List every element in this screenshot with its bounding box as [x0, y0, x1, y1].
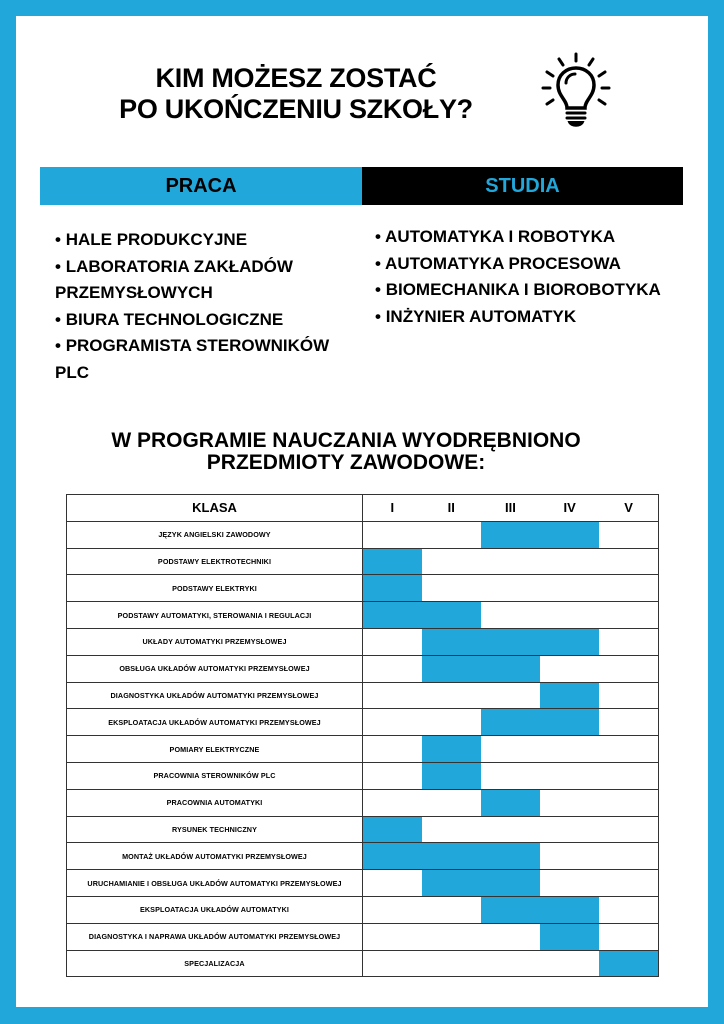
subjects-table [66, 494, 659, 977]
year-header: II [422, 495, 481, 522]
year-cell-active [363, 575, 422, 602]
subject-name: UKŁADY AUTOMATYKI PRZEMYSŁOWEJ [67, 628, 363, 655]
table-row [67, 789, 659, 816]
poster [16, 16, 708, 1007]
year-cell [481, 816, 540, 843]
table-row [67, 655, 659, 682]
program-title-line-2: PRZEDMIOTY ZAWODOWE: [206, 451, 486, 474]
subject-name: JĘZYK ANGIELSKI ZAWODOWY [67, 521, 363, 548]
year-cell [599, 896, 658, 923]
lightbulb-icon [540, 50, 612, 130]
year-cell [422, 950, 481, 977]
year-cell [422, 575, 481, 602]
table-row [67, 923, 659, 950]
year-cell-active [363, 602, 422, 629]
year-cell [363, 682, 422, 709]
studia-header: STUDIA [362, 167, 683, 205]
year-cell [599, 709, 658, 736]
subject-name: RYSUNEK TECHNICZNY [67, 816, 363, 843]
year-cell-active [422, 602, 481, 629]
year-cell-active [363, 816, 422, 843]
page-title [76, 63, 516, 125]
year-cell [363, 789, 422, 816]
year-cell [481, 575, 540, 602]
subject-name: PODSTAWY AUTOMATYKI, STEROWANIA I REGULACJI [67, 602, 363, 629]
year-cell-active [481, 521, 540, 548]
year-cell [599, 923, 658, 950]
year-cell [599, 843, 658, 870]
list-item: • AUTOMATYKA PROCESOWA [375, 251, 695, 278]
table-row [67, 762, 659, 789]
year-cell-active [540, 682, 599, 709]
subject-name: PRACOWNIA STEROWNIKÓW PLC [67, 762, 363, 789]
year-cell-active [481, 896, 540, 923]
year-cell [481, 548, 540, 575]
year-cell [422, 923, 481, 950]
year-cell [363, 870, 422, 897]
year-cell [481, 602, 540, 629]
year-cell-active [540, 896, 599, 923]
year-cell [422, 816, 481, 843]
year-cell [363, 655, 422, 682]
year-header: III [481, 495, 540, 522]
year-cell [540, 736, 599, 763]
year-cell [422, 896, 481, 923]
subject-name: DIAGNOSTYKA UKŁADÓW AUTOMATYKI PRZEMYSŁOWEJ [67, 682, 363, 709]
year-cell [363, 896, 422, 923]
subject-name: DIAGNOSTYKA I NAPRAWA UKŁADÓW AUTOMATYKI PRZEMYSŁOWEJ [67, 923, 363, 950]
list-item: • HALE PRODUKCYJNE [55, 227, 355, 254]
year-cell [363, 628, 422, 655]
year-cell [422, 521, 481, 548]
year-cell [599, 575, 658, 602]
year-cell [363, 950, 422, 977]
studia-list [375, 224, 695, 330]
subject-name: EKSPLOATACJA UKŁADÓW AUTOMATYKI PRZEMYSŁOWEJ [67, 709, 363, 736]
year-cell-active [422, 736, 481, 763]
year-cell [540, 762, 599, 789]
praca-list [55, 227, 355, 386]
year-cell [599, 682, 658, 709]
year-cell [363, 762, 422, 789]
table-row [67, 816, 659, 843]
program-title-line-1: W PROGRAMIE NAUCZANIA WYODRĘBNIONO [111, 429, 581, 452]
title-line-2: PO UKOŃCZENIU SZKOŁY? [119, 94, 473, 124]
year-cell [363, 709, 422, 736]
year-cell [363, 521, 422, 548]
table-row [67, 575, 659, 602]
table-header-row [67, 495, 659, 522]
year-cell [599, 628, 658, 655]
subject-name: OBSŁUGA UKŁADÓW AUTOMATYKI PRZEMYSŁOWEJ [67, 655, 363, 682]
year-cell [599, 602, 658, 629]
year-cell-active [422, 762, 481, 789]
year-cell-active [481, 870, 540, 897]
year-cell [422, 682, 481, 709]
year-cell [481, 736, 540, 763]
year-cell [540, 816, 599, 843]
year-cell [599, 789, 658, 816]
subject-name: SPECJALIZACJA [67, 950, 363, 977]
year-cell [599, 548, 658, 575]
list-item: • BIURA TECHNOLOGICZNE [55, 307, 355, 334]
year-cell [481, 950, 540, 977]
table-row [67, 548, 659, 575]
year-cell-active [599, 950, 658, 977]
subject-name: PODSTAWY ELEKTROTECHNIKI [67, 548, 363, 575]
table-row [67, 628, 659, 655]
title-line-1: KIM MOŻESZ ZOSTAĆ [155, 63, 437, 93]
table-row [67, 870, 659, 897]
year-cell [599, 736, 658, 763]
subject-name: PODSTAWY ELEKTRYKI [67, 575, 363, 602]
year-cell-active [540, 709, 599, 736]
table-row [67, 682, 659, 709]
year-cell-active [422, 843, 481, 870]
year-cell [540, 950, 599, 977]
year-cell [363, 736, 422, 763]
year-header: IV [540, 495, 599, 522]
table-row [67, 950, 659, 977]
table-row [67, 602, 659, 629]
subject-name: POMIARY ELEKTRYCZNE [67, 736, 363, 763]
table-row [67, 736, 659, 763]
subject-name: EKSPLOATACJA UKŁADÓW AUTOMATYKI [67, 896, 363, 923]
year-cell [422, 709, 481, 736]
year-cell [481, 762, 540, 789]
year-cell-active [481, 628, 540, 655]
year-cell-active [540, 628, 599, 655]
year-cell [599, 870, 658, 897]
year-cell-active [481, 789, 540, 816]
list-item: • INŻYNIER AUTOMATYK [375, 304, 695, 331]
year-cell-active [540, 521, 599, 548]
year-cell-active [481, 843, 540, 870]
year-cell-active [363, 548, 422, 575]
praca-header: PRACA [40, 167, 362, 205]
year-cell [540, 575, 599, 602]
list-item: • LABORATORIA ZAKŁADÓW PRZEMYSŁOWYCH [55, 254, 355, 307]
year-cell-active [481, 709, 540, 736]
year-cell [540, 602, 599, 629]
year-cell [540, 548, 599, 575]
table-body [67, 521, 659, 977]
year-cell [363, 923, 422, 950]
table-row [67, 843, 659, 870]
year-cell [481, 923, 540, 950]
year-cell [422, 548, 481, 575]
year-cell [481, 682, 540, 709]
year-cell-active [540, 923, 599, 950]
list-item: • PROGRAMISTA STEROWNIKÓW PLC [55, 333, 355, 386]
year-cell [599, 521, 658, 548]
year-cell-active [422, 628, 481, 655]
year-cell-active [481, 655, 540, 682]
year-cell-active [422, 655, 481, 682]
year-cell [540, 655, 599, 682]
year-header: I [363, 495, 422, 522]
list-item: • BIOMECHANIKA I BIOROBOTYKA [375, 277, 695, 304]
year-cell [540, 843, 599, 870]
klasa-header: KLASA [67, 495, 363, 522]
table-row [67, 709, 659, 736]
year-cell [422, 789, 481, 816]
subject-name: URUCHAMIANIE I OBSŁUGA UKŁADÓW AUTOMATYKI PRZEMYSŁOWEJ [67, 870, 363, 897]
year-cell [599, 655, 658, 682]
table-row [67, 521, 659, 548]
year-cell [540, 789, 599, 816]
program-title [76, 430, 616, 474]
subject-name: PRACOWNIA AUTOMATYKI [67, 789, 363, 816]
year-cell [599, 762, 658, 789]
year-cell [599, 816, 658, 843]
year-header: V [599, 495, 658, 522]
year-cell [540, 870, 599, 897]
subject-name: MONTAŻ UKŁADÓW AUTOMATYKI PRZEMYSŁOWEJ [67, 843, 363, 870]
list-item: • AUTOMATYKA I ROBOTYKA [375, 224, 695, 251]
year-cell-active [422, 870, 481, 897]
year-cell-active [363, 843, 422, 870]
table-row [67, 896, 659, 923]
